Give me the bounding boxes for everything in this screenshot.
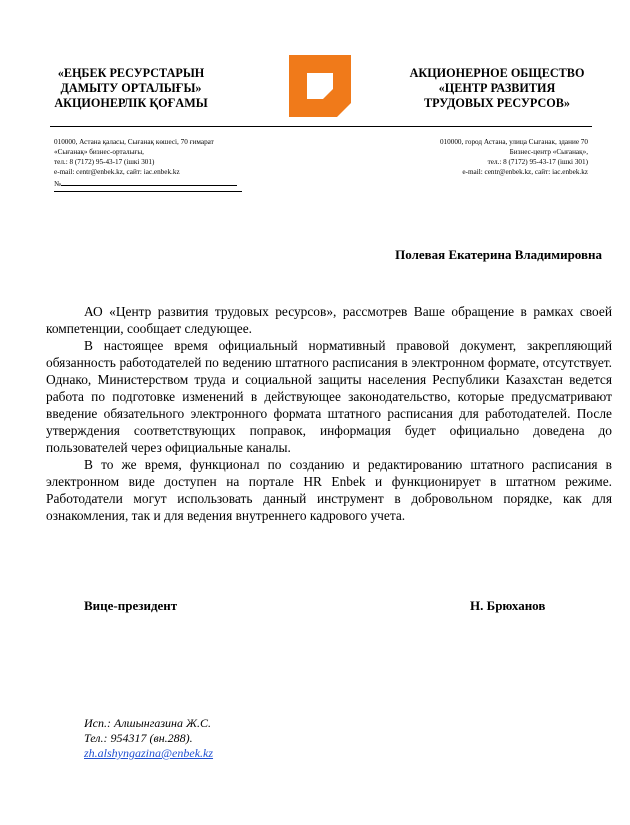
letter-body — [46, 303, 612, 524]
address-line: Бизнес-центр «Сығанақ», — [509, 148, 588, 156]
body-paragraph: АО «Центр развития трудовых ресурсов», рассмотрев Ваше обращение в рамках своей компетенции, сообщает следующее. — [46, 304, 612, 336]
recipient-name: Полевая Екатерина Владимировна — [395, 247, 602, 262]
executor-block — [84, 716, 213, 761]
registration-number-line — [54, 177, 274, 189]
address-line: 010000, Астана қаласы, Сығанақ көшесі, 70 ғимарат — [54, 138, 214, 146]
header-kazakh-line: «ЕҢБЕК РЕСУРСТАРЫН — [57, 66, 205, 80]
header-russian-name — [392, 66, 602, 111]
body-paragraph: В настоящее время официальный нормативный правовой документ, закрепляющий обязанность работодателей по ведению штатного расписания в электронном формате, отсутствует. Однако, Министерством труда и социальной защиты населения Республики Казахстан ведется работа по подготовке изменений в действующее законодательство, которые предусматривают введение обязательного электронного формата штатного расписания для работодателей. После утверждения соответствующих поправок, информация будет официально доведена до пользователей через официальные каналы. — [46, 338, 612, 455]
executor-email-link[interactable]: zh.alshyngazina@enbek.kz — [84, 746, 214, 760]
address-line: e-mail: centr@enbek.kz, сайт: iac.enbek.kz — [54, 168, 180, 176]
address-line: тел.: 8 (7172) 95-43-17 (ішкі 301) — [54, 158, 155, 166]
address-line: «Сығанақ» бизнес-орталығы, — [54, 148, 144, 156]
header-kazakh-name — [36, 66, 226, 111]
address-line: e-mail: centr@enbek.kz, сайт: iac.enbek.kz — [462, 168, 588, 176]
executor-phone: Тел.: 954317 (вн.288). — [84, 731, 193, 745]
address-line: 010000, город Астана, улица Сыганак, здание 70 — [439, 138, 588, 146]
address-line: тел.: 8 (7172) 95-43-17 (ішкі 301) — [487, 158, 588, 166]
registration-number-prefix: № — [54, 180, 61, 188]
address-kazakh — [54, 137, 274, 189]
header-divider — [50, 126, 592, 127]
header-russian-line: ТРУДОВЫХ РЕСУРСОВ» — [423, 96, 571, 110]
executor-name: Исп.: Алшынгазина Ж.С. — [84, 716, 212, 730]
header-kazakh-line: ДАМЫТУ ОРТАЛЫҒЫ» — [60, 81, 202, 95]
body-paragraph: В то же время, функционал по созданию и редактированию штатного расписания в электронном виде доступен на портале HR Enbek и функционирует в штатном режиме. Работодатели могут использовать данный инструмент в добровольном порядке, как для ознакомления, так и для ведения внутреннего кадрового учета. — [46, 457, 612, 523]
signatory-title: Вице-президент — [84, 598, 178, 613]
registration-date-line — [54, 191, 242, 192]
company-logo-icon — [285, 51, 355, 121]
header-russian-line: «ЦЕНТР РАЗВИТИЯ — [438, 81, 556, 95]
header-russian-line: АКЦИОНЕРНОЕ ОБЩЕСТВО — [409, 66, 585, 80]
signatory-name: Н. Брюханов — [470, 598, 546, 613]
header-kazakh-line: АКЦИОНЕРЛІК ҚОҒАМЫ — [54, 96, 208, 110]
address-russian — [360, 137, 588, 177]
